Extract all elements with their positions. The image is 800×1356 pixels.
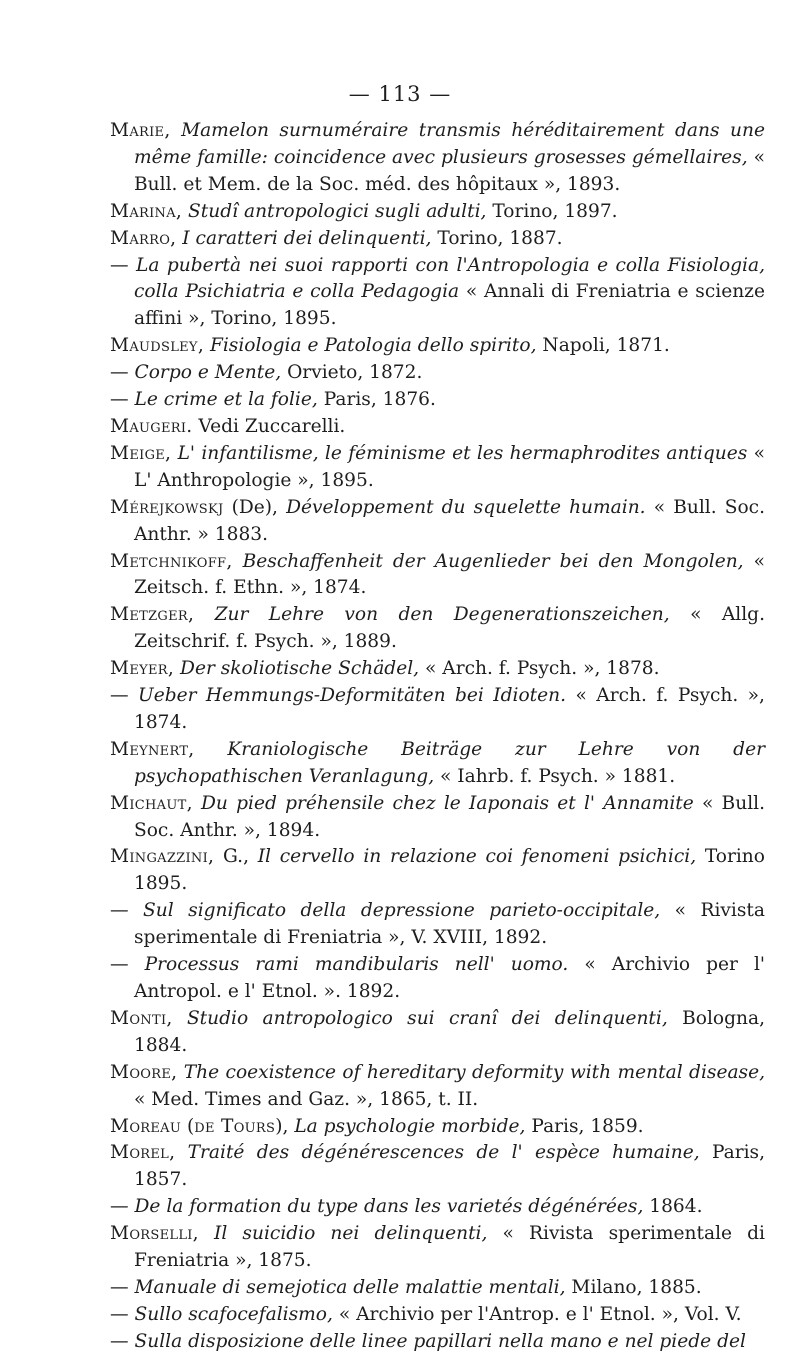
bibliography-entry (110, 387, 765, 414)
entry-title: Studî antropologici sugli adulti, (188, 200, 487, 222)
entry-source: « Med. Times and Gaz. », 1865, t. II. (134, 1088, 479, 1110)
entry-author: Moreau (110, 1115, 182, 1137)
entry-source: « Zeitsch. f. Ethn. », 1874. (134, 550, 765, 599)
ditto-dash: — (110, 1276, 129, 1298)
entry-source: Torino, 1897. (486, 200, 618, 222)
entry-source: 1864. (643, 1196, 703, 1218)
bibliography-entry (110, 683, 765, 737)
entry-source: « Bull. Soc. Anthr. » 1883. (134, 496, 766, 545)
entry-author: Metzger, (110, 604, 195, 626)
entry-source: « Archivio per l'Antrop. e l' Etnol. », Vol. V. (332, 1303, 742, 1325)
entry-title: Traité des dégénérescences de l' espèce humaine, (187, 1142, 700, 1164)
bibliography-entry (110, 549, 765, 603)
entry-source: Milano, 1885. (565, 1276, 702, 1298)
page-number: — 113 — (348, 82, 452, 106)
bibliography-entry (110, 441, 765, 495)
entry-author: Meyer, (110, 658, 175, 680)
entry-author: Mingazzini, (110, 846, 215, 868)
entry-author: Moore, (110, 1061, 178, 1083)
entry-title: Beschaffenheit der Augenlieder bei den Mongolen, (242, 550, 744, 572)
entry-author: Mérejkowskj (110, 496, 224, 518)
entry-title: The coexistence of hereditary deformity with mental disease, (183, 1061, 765, 1083)
entry-source: « Rivista sperimentale di Freniatria », 1875. (134, 1223, 765, 1272)
entry-source: « Allg. Zeitschrif. f. Psych. », 1889. (134, 604, 765, 653)
entry-source: Paris, 1876. (317, 389, 436, 411)
entry-source: « Bull. et Mem. de la Soc. méd. des hôpitaux », 1893. (134, 146, 765, 195)
bibliography-entry (110, 333, 765, 360)
entry-source: « Annali di Freniatria e scienze affini », Torino, 1895. (134, 281, 765, 330)
entry-title: Processus rami mandibularis nell' uomo. (144, 954, 569, 976)
entry-title: Studio antropologico sui cranî dei delinquenti, (186, 1007, 668, 1029)
entry-paren-close: ), (275, 1115, 295, 1137)
bibliography-entry (110, 360, 765, 387)
entry-title: La pubertà nei suoi rapporti con l'Antropologia e colla Fisiologia, colla Psichiatria e colla Pedagogia (134, 254, 765, 303)
ditto-dash: — (110, 1303, 129, 1325)
entry-source: « L' Anthropologie », 1895. (134, 442, 765, 491)
bibliography-entry (110, 844, 765, 898)
entry-author-qualifier: de Tours (194, 1115, 276, 1137)
entry-title: Manuale di semejotica delle malattie mentali, (134, 1276, 566, 1298)
entry-title: Le crime et la folie, (134, 389, 318, 411)
entry-author: Marina, (110, 200, 183, 222)
bibliography-entry (110, 791, 765, 845)
bibliography-entry (110, 1140, 765, 1194)
entry-title: Fisiologia e Patologia dello spirito, (209, 335, 537, 357)
ditto-dash: — (110, 1196, 129, 1218)
entry-source: « Arch. f. Psych. », 1878. (419, 658, 660, 680)
ditto-dash: — (110, 685, 129, 707)
entry-source: « Bull. Soc. Anthr. », 1894. (134, 792, 765, 841)
entry-paren-open: ( (181, 1115, 195, 1137)
entry-title: I caratteri dei delinquenti, (182, 227, 432, 249)
entry-title: L' infantilisme, le féminisme et les hermaphrodites antiques (177, 442, 748, 464)
bibliography-entry (110, 1114, 765, 1141)
entry-title: La psychologie morbide, (294, 1115, 526, 1137)
entry-crossref: Vedi Zuccarelli. (192, 415, 346, 437)
entry-title: Ueber Hemmungs-Deformitäten bei Idioten. (138, 685, 567, 707)
entry-source: « Iahrb. f. Psych. » 1881. (434, 765, 676, 787)
entry-source: « Archivio per l' Antropol. e l' Etnol. ». 1892. (134, 954, 766, 1002)
entry-title: Sul significato della depressione parieto-occipitale, (143, 900, 661, 922)
entry-author: Marro, (110, 227, 177, 249)
bibliography-entry (110, 253, 765, 334)
bibliography-entry (110, 226, 765, 253)
entry-title: Il cervello in relazione coi fenomeni psichici, (257, 846, 697, 868)
entry-title: Zur Lehre von den Degenerationszeichen, (214, 604, 670, 626)
ditto-dash: — (110, 900, 129, 922)
bibliography-entry (110, 495, 765, 549)
bibliography-entry (110, 1221, 765, 1275)
entry-source: Napoli, 1871. (536, 335, 670, 357)
bibliography-entry (110, 1006, 765, 1060)
entry-author: Monti, (110, 1007, 173, 1029)
bibliography-entry (110, 1302, 765, 1329)
entry-author: Maudsley, (110, 335, 205, 357)
entry-author: Maugeri. (110, 415, 193, 437)
entry-source: Bologna, 1884. (134, 1007, 765, 1056)
entry-title: Mamelon surnuméraire transmis héréditairement dans une même famille: coincidence avec plusieurs grosesses gémellaires, (134, 120, 765, 168)
bibliography-entry (110, 602, 765, 656)
ditto-dash: — (110, 954, 129, 976)
ditto-dash: — (110, 389, 129, 411)
entry-title: Développement du squelette humain. (286, 496, 646, 518)
bibliography-list (110, 118, 765, 1356)
entry-author: Morselli, (110, 1223, 199, 1245)
entry-source: Orvieto, 1872. (281, 362, 423, 384)
ditto-dash: — (110, 362, 129, 384)
bibliography-entry (110, 1060, 765, 1114)
ditto-dash: — (110, 254, 129, 276)
bibliography-entry (110, 952, 765, 1006)
entry-source: Torino 1895. (134, 846, 765, 895)
bibliography-entry (110, 118, 765, 199)
entry-author: Marie, (110, 120, 171, 141)
entry-title: Du pied préhensile chez le Iaponais et l' Annamite (201, 792, 694, 814)
entry-author: Meige, (110, 442, 172, 464)
bibliography-entry (110, 199, 765, 226)
entry-title: Der skoliotische Schädel, (180, 658, 420, 680)
entry-particle: (De), (223, 496, 287, 518)
bibliography-entry (110, 414, 765, 441)
entry-title: De la formation du type dans les varietés dégénérées, (134, 1196, 644, 1218)
entry-title: Kraniologische Beiträge zur Lehre von der psychopathischen Veranlagung, (134, 738, 765, 787)
bibliography-entry (110, 1194, 765, 1221)
ditto-dash: — (110, 1330, 129, 1352)
entry-title: Sullo scafocefalismo, (134, 1303, 333, 1325)
entry-source: Paris, 1859. (525, 1115, 644, 1137)
entry-author: Morel, (110, 1142, 176, 1164)
bibliography-entry (110, 898, 765, 952)
bibliography-entry (110, 1275, 765, 1302)
entry-author: Michaut, (110, 792, 193, 814)
entry-title: Il suicidio nei delinquenti, (214, 1223, 488, 1245)
bibliography-entry (110, 1329, 765, 1356)
entry-source: « Arch. f. Psych. », 1874. (134, 685, 765, 733)
entry-title: Corpo e Mente, (134, 362, 282, 384)
entry-author: Meynert, (110, 738, 195, 760)
entry-source: Torino, 1887. (431, 227, 563, 249)
bibliography-entry (110, 737, 765, 791)
entry-source: Paris, 1857. (134, 1142, 765, 1191)
bibliography-entry (110, 656, 765, 683)
entry-title: Sulla disposizione delle linee papillari nella mano e nel piede del (134, 1330, 746, 1352)
entry-author: Metchnikoff, (110, 550, 233, 572)
entry-source: « Rivista sperimentale di Freniatria », V. XVIII, 1892. (134, 900, 765, 949)
entry-initial: G., (214, 846, 258, 868)
